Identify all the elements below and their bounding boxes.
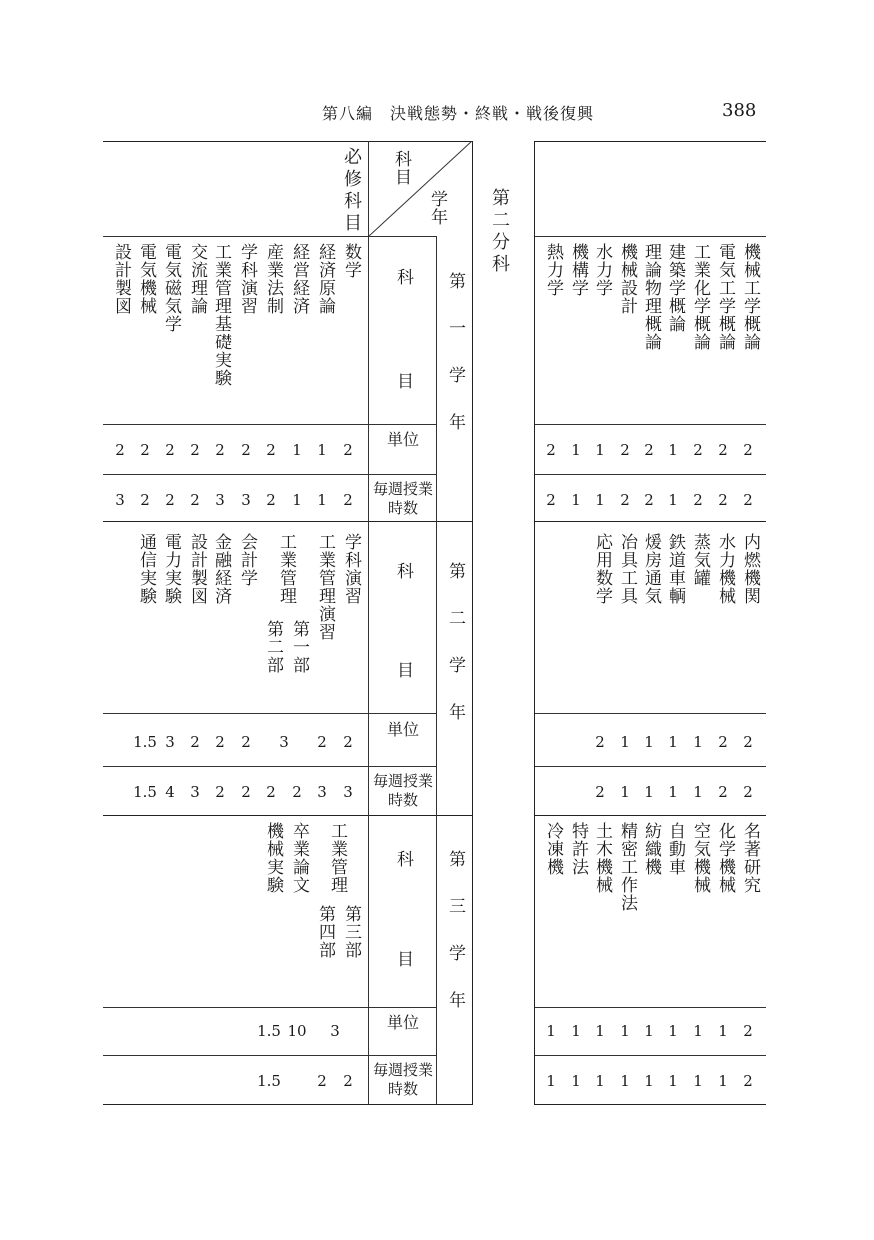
hours: 3 bbox=[241, 491, 251, 509]
subject: 工業管理演習 bbox=[315, 533, 335, 641]
year-label: 第三学年 bbox=[445, 850, 465, 1038]
credit: 1 bbox=[620, 733, 630, 751]
credit: 1 bbox=[571, 441, 581, 459]
hours: 2 bbox=[165, 491, 175, 509]
running-header: 第八編 決戦態勢・終戦・戦後復興 bbox=[322, 104, 595, 123]
credit: 10 bbox=[287, 1022, 307, 1040]
credit: 2 bbox=[620, 441, 630, 459]
credit: 1 bbox=[595, 441, 605, 459]
credit: 2 bbox=[140, 441, 150, 459]
hours: 2 bbox=[718, 783, 728, 801]
hours: 1 bbox=[571, 491, 581, 509]
credit: 3 bbox=[279, 733, 289, 751]
credit: 2 bbox=[215, 441, 225, 459]
subject: 電気磁気学 bbox=[161, 243, 181, 333]
credit: 2 bbox=[241, 733, 251, 751]
subject: 設計製図 bbox=[111, 243, 131, 315]
credit: 1 bbox=[718, 1022, 728, 1040]
hours: 1 bbox=[317, 491, 327, 509]
subject: 精密工作法 bbox=[617, 822, 637, 912]
jikan-label: 毎週授業時数 bbox=[372, 772, 433, 809]
subject: 第二部 bbox=[263, 620, 283, 674]
credit: 2 bbox=[644, 441, 654, 459]
credit: 2 bbox=[743, 1022, 753, 1040]
credit: 1 bbox=[668, 1022, 678, 1040]
subject: 熱力学 bbox=[543, 243, 563, 297]
hours: 1 bbox=[693, 783, 703, 801]
hours: 1 bbox=[644, 783, 654, 801]
credit: 2 bbox=[743, 733, 753, 751]
credit: 1 bbox=[620, 1022, 630, 1040]
year-label: 第二学年 bbox=[445, 562, 465, 750]
hours: 2 bbox=[317, 1072, 327, 1090]
credit: 1 bbox=[693, 1022, 703, 1040]
subject: 会計学 bbox=[237, 533, 257, 587]
hours: 3 bbox=[190, 783, 200, 801]
subject: 第一部 bbox=[289, 620, 309, 674]
subject: 工業管理 bbox=[276, 533, 296, 605]
credit: 1 bbox=[668, 733, 678, 751]
tani-label: 単位 bbox=[386, 1013, 419, 1032]
hours: 2 bbox=[140, 491, 150, 509]
subject: 工業管理基礎実験 bbox=[211, 243, 231, 387]
subject: 機構学 bbox=[568, 243, 588, 297]
hours: 2 bbox=[215, 783, 225, 801]
subject: 空気機械 bbox=[690, 822, 710, 894]
hours: 1 bbox=[620, 783, 630, 801]
subject: 経営経済 bbox=[289, 243, 309, 315]
subject: 卒業論文 bbox=[289, 822, 309, 894]
jikan-label: 毎週授業時数 bbox=[372, 480, 433, 517]
credit: 2 bbox=[266, 441, 276, 459]
hours: 2 bbox=[241, 783, 251, 801]
subject: 設計製図 bbox=[187, 533, 207, 605]
hours: 1 bbox=[546, 1072, 556, 1090]
credit: 2 bbox=[215, 733, 225, 751]
credit: 2 bbox=[241, 441, 251, 459]
hours: 2 bbox=[343, 1072, 353, 1090]
hours: 2 bbox=[718, 491, 728, 509]
credit: 1.5 bbox=[257, 1022, 281, 1040]
credit: 1 bbox=[595, 1022, 605, 1040]
hours: 1 bbox=[595, 491, 605, 509]
hours: 2 bbox=[644, 491, 654, 509]
subject: 理論物理概論 bbox=[641, 243, 661, 351]
credit: 2 bbox=[546, 441, 556, 459]
hours: 2 bbox=[743, 491, 753, 509]
credit: 1 bbox=[644, 1022, 654, 1040]
hours: 1.5 bbox=[133, 783, 157, 801]
subject: 名著研究 bbox=[740, 822, 760, 894]
jikan-label: 毎週授業時数 bbox=[372, 1061, 433, 1098]
hours: 2 bbox=[693, 491, 703, 509]
hours: 2 bbox=[343, 491, 353, 509]
credit: 2 bbox=[595, 733, 605, 751]
hours: 2 bbox=[190, 491, 200, 509]
section-title: 第二分科 bbox=[489, 188, 510, 276]
hours: 1 bbox=[693, 1072, 703, 1090]
credit: 1 bbox=[317, 441, 327, 459]
subject: 電力実験 bbox=[161, 533, 181, 605]
hours: 2 bbox=[266, 783, 276, 801]
subject: 工業管理 bbox=[327, 822, 347, 894]
hours: 4 bbox=[165, 783, 175, 801]
credit: 2 bbox=[115, 441, 125, 459]
credit: 2 bbox=[718, 441, 728, 459]
hours: 1 bbox=[644, 1072, 654, 1090]
credit: 1 bbox=[693, 733, 703, 751]
subject: 機械設計 bbox=[617, 243, 637, 315]
required-subjects-label: 必修科目 bbox=[341, 147, 362, 235]
credit: 2 bbox=[317, 733, 327, 751]
subject: 土木機械 bbox=[592, 822, 612, 894]
hours: 3 bbox=[115, 491, 125, 509]
hours: 2 bbox=[292, 783, 302, 801]
hours: 1.5 bbox=[257, 1072, 281, 1090]
corner-diagonal bbox=[369, 141, 473, 236]
credit: 1.5 bbox=[133, 733, 157, 751]
subject: 冷凍機 bbox=[543, 822, 563, 876]
hours: 3 bbox=[317, 783, 327, 801]
subject: 紡織機 bbox=[641, 822, 661, 876]
credit: 2 bbox=[718, 733, 728, 751]
tani-label: 単位 bbox=[386, 430, 419, 449]
subject: 水力学 bbox=[592, 243, 612, 297]
kamoku-ka: 科 bbox=[393, 850, 413, 868]
corner-kamoku: 科目 bbox=[391, 150, 411, 186]
credit: 2 bbox=[693, 441, 703, 459]
credit: 2 bbox=[343, 441, 353, 459]
subject: 冶具工具 bbox=[617, 533, 637, 605]
subject: 学科演習 bbox=[237, 243, 257, 315]
credit: 1 bbox=[571, 1022, 581, 1040]
subject: 電気工学概論 bbox=[715, 243, 735, 351]
hours: 1 bbox=[292, 491, 302, 509]
hours: 2 bbox=[266, 491, 276, 509]
subject: 建築学概論 bbox=[665, 243, 685, 333]
subject: 数学 bbox=[341, 243, 361, 279]
hours: 1 bbox=[595, 1072, 605, 1090]
subject: 化学機械 bbox=[715, 822, 735, 894]
year-label: 第一学年 bbox=[445, 272, 465, 460]
hours: 3 bbox=[343, 783, 353, 801]
kamoku-moku: 目 bbox=[393, 372, 413, 390]
credit: 1 bbox=[292, 441, 302, 459]
hours: 1 bbox=[620, 1072, 630, 1090]
subject: 通信実験 bbox=[136, 533, 156, 605]
hours: 2 bbox=[743, 1072, 753, 1090]
hours: 1 bbox=[668, 491, 678, 509]
subject: 内燃機関 bbox=[740, 533, 760, 605]
credit: 2 bbox=[190, 441, 200, 459]
subject: 鉄道車輌 bbox=[665, 533, 685, 605]
credit: 2 bbox=[743, 441, 753, 459]
credit: 2 bbox=[343, 733, 353, 751]
subject: 特許法 bbox=[568, 822, 588, 876]
subject: 第三部 bbox=[341, 905, 361, 959]
subject: 機械工学概論 bbox=[740, 243, 760, 351]
hours: 1 bbox=[571, 1072, 581, 1090]
page-number: 388 bbox=[722, 100, 757, 121]
subject: 交流理論 bbox=[187, 243, 207, 315]
credit: 2 bbox=[165, 441, 175, 459]
kamoku-moku: 目 bbox=[393, 950, 413, 968]
hours: 3 bbox=[215, 491, 225, 509]
subject: 蒸気罐 bbox=[690, 533, 710, 587]
subject: 水力機械 bbox=[715, 533, 735, 605]
hours: 2 bbox=[595, 783, 605, 801]
subject: 機械実験 bbox=[263, 822, 283, 894]
credit: 1 bbox=[668, 441, 678, 459]
subject: 経済原論 bbox=[315, 243, 335, 315]
credit: 3 bbox=[165, 733, 175, 751]
hours: 2 bbox=[620, 491, 630, 509]
tani-label: 単位 bbox=[386, 720, 419, 739]
subject: 産業法制 bbox=[263, 243, 283, 315]
credit: 1 bbox=[546, 1022, 556, 1040]
subject: 工業化学概論 bbox=[690, 243, 710, 351]
kamoku-ka: 科 bbox=[393, 562, 413, 580]
hours: 1 bbox=[718, 1072, 728, 1090]
subject: 電気機械 bbox=[136, 243, 156, 315]
subject: 第四部 bbox=[315, 905, 335, 959]
hours: 1 bbox=[668, 783, 678, 801]
hours: 2 bbox=[743, 783, 753, 801]
corner-gakunen: 学年 bbox=[427, 190, 447, 226]
subject: 応用数学 bbox=[592, 533, 612, 605]
credit: 1 bbox=[644, 733, 654, 751]
credit: 3 bbox=[330, 1022, 340, 1040]
kamoku-ka: 科 bbox=[393, 268, 413, 286]
hours: 1 bbox=[668, 1072, 678, 1090]
kamoku-moku: 目 bbox=[393, 661, 413, 679]
hours: 2 bbox=[546, 491, 556, 509]
subject: 学科演習 bbox=[341, 533, 361, 605]
credit: 2 bbox=[190, 733, 200, 751]
subject: 煖房通気 bbox=[641, 533, 661, 605]
subject: 自動車 bbox=[665, 822, 685, 876]
subject: 金融経済 bbox=[211, 533, 231, 605]
